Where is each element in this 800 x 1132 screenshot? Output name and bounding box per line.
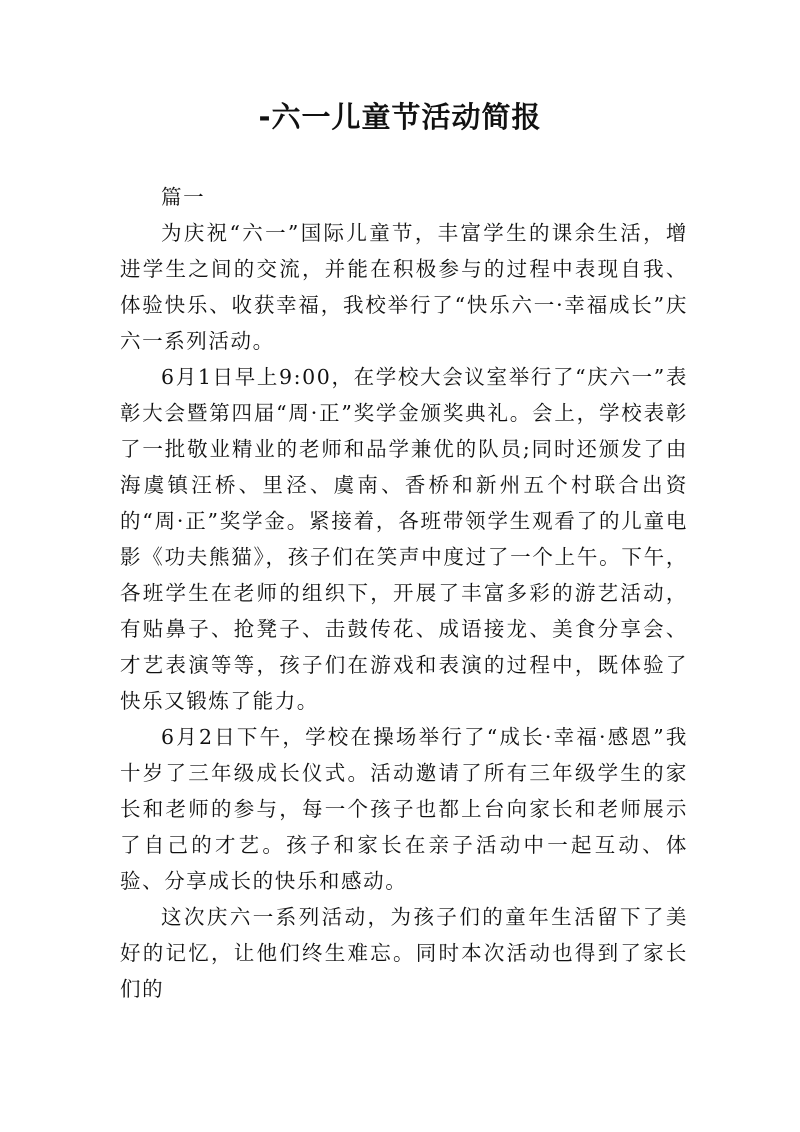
section-label: 篇一 [161, 185, 206, 209]
paragraph-june-1: 6月1日早上9:00，在学校大会议室举行了“庆六一”表彰大会暨第四届“周·正”奖学金颁奖典礼。会上，学校表彰了一批敬业精业的老师和品学兼优的队员;同时还颁发了由海虞镇汪桥、里泾、虞南、香桥和新州五个村联合出资的“周·正”奖学金。紧接着，各班带领学生观看了的儿童电影《功夫熊猫》，孩子们在笑声中度过了一个上午。下午，各班学生在老师的组织下，开展了丰富多彩的游艺活动，有贴鼻子、抢凳子、击鼓传花、成语接龙、美食分享会、才艺表演等等，孩子们在游戏和表演的过程中，既体验了快乐又锻炼了能力。 [120, 365, 688, 713]
document-title: -六一儿童节活动简报 [258, 100, 542, 134]
paragraph-summary: 这次庆六一系列活动，为孩子们的童年生活留下了美好的记忆，让他们终生难忘。同时本次活动也得到了家长们的 [120, 905, 688, 1001]
paragraph-intro: 为庆祝“六一”国际儿童节，丰富学生的课余生活，增进学生之间的交流，并能在积极参与的过程中表现自我、体验快乐、收获幸福，我校举行了“快乐六一·幸福成长”庆六一系列活动。 [120, 221, 688, 353]
paragraph-june-2: 6月2日下午，学校在操场举行了“成长·幸福·感恩”我十岁了三年级成长仪式。活动邀请了所有三年级学生的家长和老师的参与，每一个孩子也都上台向家长和老师展示了自己的才艺。孩子和家长在亲子活动中一起互动、体验、分享成长的快乐和感动。 [120, 725, 688, 893]
document-body [120, 179, 688, 1007]
